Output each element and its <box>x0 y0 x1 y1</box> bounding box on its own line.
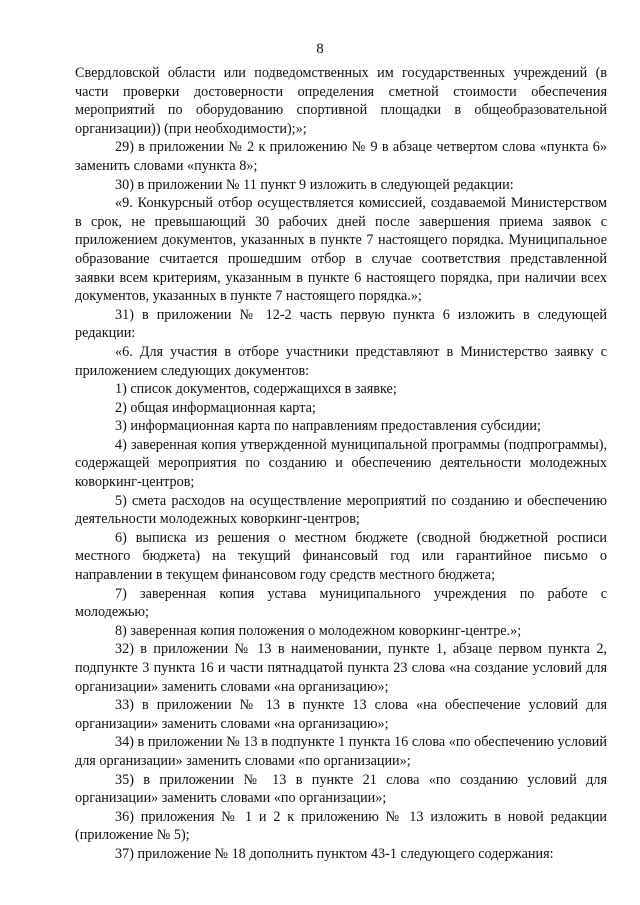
document-body <box>75 64 607 864</box>
paragraph: 31) в приложении № 12-2 часть первую пункта 6 изложить в следующей редакции: <box>75 306 607 342</box>
paragraph: «6. Для участия в отборе участники представляют в Министерство заявку с приложением следующих документов: <box>75 343 607 379</box>
paragraph: 37) приложение № 18 дополнить пунктом 43-1 следующего содержания: <box>115 845 554 862</box>
paragraph: 35) в приложении № 13 в пункте 21 слова «по созданию условий для организации» заменить словами «по организации»; <box>75 771 607 807</box>
list-item: 4) заверенная копия утвержденной муниципальной программы (подпрограммы), содержащей мероприятия по созданию и обеспечению деятельности молодежных коворкинг-центров; <box>75 436 607 491</box>
paragraph: 29) в приложении № 2 к приложению № 9 в абзаце четвертом слова «пункта 6» заменить словами «пункта 8»; <box>75 139 607 174</box>
paragraph: Свердловской области или подведомственных им государственных учреждений (в части проверки достоверности определения сметной стоимости обеспечения мероприятий по оборудованию спортивной площадки в общеобразовательной организации)) (при необходимости);»; <box>75 65 607 137</box>
list-item: 6) выписка из решения о местном бюджете (сводной бюджетной росписи местного бюджета) на текущий финансовый год или гарантийное письмо о направлении в текущем финансовом году средств местного бюджета; <box>75 529 607 584</box>
list-item: 2) общая информационная карта; <box>115 399 316 416</box>
list-item: 1) список документов, содержащихся в заявке; <box>115 381 397 398</box>
paragraph: 30) в приложении № 11 пункт 9 изложить в следующей редакции: <box>115 176 514 193</box>
paragraph: 33) в приложении № 13 в пункте 13 слова «на обеспечение условий для организации» заменить словами «на организацию»; <box>75 697 607 732</box>
list-item: 3) информационная карта по направлениям предоставления субсидии; <box>115 418 541 435</box>
list-item: 8) заверенная копия положения о молодежном коворкинг-центре.»; <box>115 622 522 639</box>
page-number: 8 <box>316 41 324 57</box>
paragraph: «9. Конкурсный отбор осуществляется комиссией, создаваемой Министерством в срок, не превышающий 30 рабочих дней после завершения приема заявок с приложением документов, указанных в пункте 7 настоящего порядка. Муниципальное образование считается прошедшим отбор в случае соответствия представленной заявки всем критериям, указанным в пункте 6 настоящего порядка, при наличии всех документов, указанных в пункте 7 настоящего порядка.»; <box>75 195 607 305</box>
list-item: 5) смета расходов на осуществление мероприятий по созданию и обеспечению деятельности молодежных коворкинг-центров; <box>75 492 607 528</box>
paragraph: 32) в приложении № 13 в наименовании, пункте 1, абзаце первом пункта 2, подпункте 3 пункта 16 и части пятнадцатой пункта 23 слова «на создание условий для организации» заменить словами «на организацию»; <box>75 641 607 695</box>
list-item: 7) заверенная копия устава муниципального учреждения по работе с молодежью; <box>75 585 607 621</box>
paragraph: 36) приложения № 1 и 2 к приложению № 13 изложить в новой редакции (приложение № 5); <box>75 808 607 844</box>
paragraph: 34) в приложении № 13 в подпункте 1 пункта 16 слова «по обеспечению условий для организации» заменить словами «по организации»; <box>75 734 607 769</box>
